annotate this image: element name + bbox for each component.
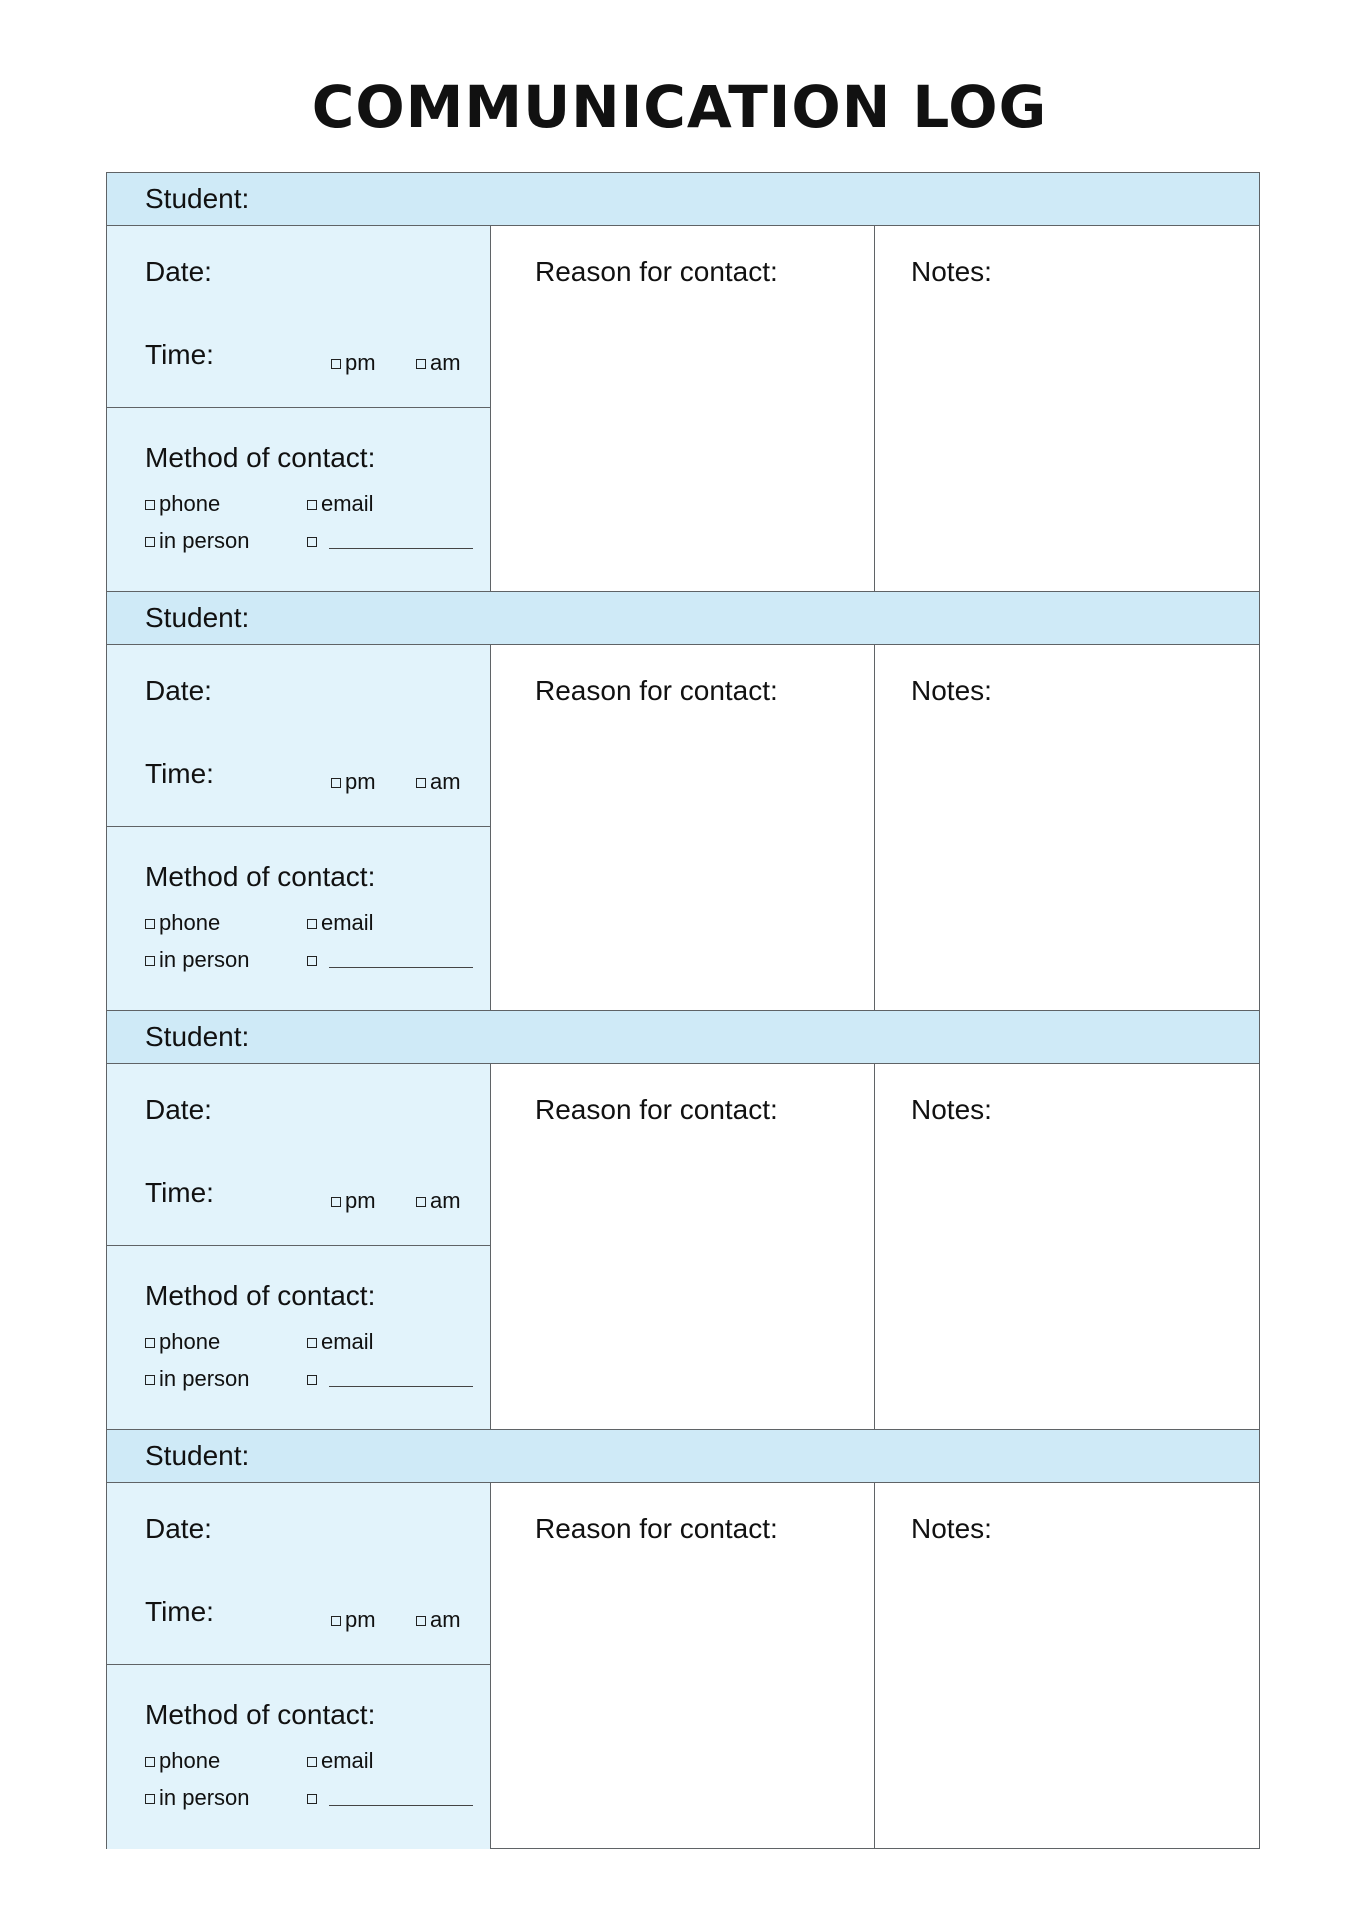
method-of-contact-label: Method of contact: (145, 861, 376, 892)
checkbox-icon (307, 500, 317, 510)
checkbox-icon (331, 1197, 341, 1207)
checkbox-icon (307, 1757, 317, 1767)
contact-info-column (107, 226, 491, 592)
phone-checkbox[interactable] (145, 491, 220, 517)
checkbox-icon (307, 919, 317, 929)
checkbox-icon (331, 1616, 341, 1626)
in-person-label: in person (159, 528, 250, 553)
pm-checkbox[interactable] (331, 1188, 376, 1214)
checkbox-icon (145, 1375, 155, 1385)
method-of-contact-cell (107, 827, 490, 1011)
method-of-contact-label: Method of contact: (145, 1280, 376, 1311)
checkbox-icon (307, 1338, 317, 1348)
phone-checkbox[interactable] (145, 1329, 220, 1355)
notes-label: Notes: (911, 256, 992, 287)
notes-cell[interactable] (875, 226, 1261, 592)
reason-for-contact-label: Reason for contact: (535, 1094, 778, 1125)
email-label: email (321, 491, 374, 516)
email-label: email (321, 1748, 374, 1773)
pm-label: pm (345, 350, 376, 375)
method-of-contact-label: Method of contact: (145, 1699, 376, 1730)
other-method-blank-line[interactable] (329, 1386, 473, 1387)
pm-label: pm (345, 1188, 376, 1213)
contact-info-column (107, 1483, 491, 1849)
other-method-blank-line[interactable] (329, 548, 473, 549)
pm-checkbox[interactable] (331, 769, 376, 795)
method-of-contact-label: Method of contact: (145, 442, 376, 473)
date-time-cell (107, 645, 490, 827)
communication-log-table (106, 172, 1260, 1849)
in-person-label: in person (159, 1785, 250, 1810)
reason-for-contact-cell[interactable] (491, 1064, 875, 1430)
log-entry-1 (107, 172, 1259, 591)
checkbox-icon (416, 359, 426, 369)
in-person-checkbox[interactable] (145, 947, 250, 973)
time-field-label[interactable]: Time: (145, 1177, 214, 1208)
in-person-checkbox[interactable] (145, 1785, 250, 1811)
contact-info-column (107, 645, 491, 1011)
checkbox-icon (416, 1616, 426, 1626)
pm-label: pm (345, 1607, 376, 1632)
date-field-label[interactable]: Date: (145, 675, 212, 706)
method-of-contact-cell (107, 408, 490, 592)
date-time-cell (107, 226, 490, 408)
notes-cell[interactable] (875, 1064, 1261, 1430)
reason-for-contact-cell[interactable] (491, 645, 875, 1011)
student-row[interactable] (107, 1430, 1259, 1483)
checkbox-icon (331, 359, 341, 369)
reason-for-contact-label: Reason for contact: (535, 1513, 778, 1544)
phone-label: phone (159, 1329, 221, 1354)
reason-for-contact-cell[interactable] (491, 1483, 875, 1849)
in-person-label: in person (159, 947, 250, 972)
checkbox-icon (416, 778, 426, 788)
date-time-cell (107, 1483, 490, 1665)
contact-info-column (107, 1064, 491, 1430)
checkbox-icon (145, 537, 155, 547)
checkbox-icon (145, 500, 155, 510)
other-method-blank-line[interactable] (329, 1805, 473, 1806)
other-checkbox[interactable] (307, 1366, 321, 1392)
student-label: Student: (145, 183, 250, 214)
email-checkbox[interactable] (307, 1329, 374, 1355)
email-checkbox[interactable] (307, 910, 374, 936)
other-checkbox[interactable] (307, 528, 321, 554)
log-entry-4 (107, 1429, 1259, 1848)
am-label: am (430, 1188, 461, 1213)
date-time-cell (107, 1064, 490, 1246)
in-person-label: in person (159, 1366, 250, 1391)
email-checkbox[interactable] (307, 491, 374, 517)
time-field-label[interactable]: Time: (145, 1596, 214, 1627)
other-checkbox[interactable] (307, 1785, 321, 1811)
reason-for-contact-cell[interactable] (491, 226, 875, 592)
checkbox-icon (145, 1757, 155, 1767)
checkbox-icon (416, 1197, 426, 1207)
checkbox-icon (145, 919, 155, 929)
student-row[interactable] (107, 1011, 1259, 1064)
checkbox-icon (307, 1794, 317, 1804)
student-row[interactable] (107, 173, 1259, 226)
am-checkbox[interactable] (416, 1607, 461, 1633)
phone-label: phone (159, 491, 221, 516)
am-checkbox[interactable] (416, 1188, 461, 1214)
pm-checkbox[interactable] (331, 1607, 376, 1633)
method-of-contact-cell (107, 1665, 490, 1849)
phone-label: phone (159, 1748, 221, 1773)
notes-label: Notes: (911, 1094, 992, 1125)
checkbox-icon (331, 778, 341, 788)
method-of-contact-cell (107, 1246, 490, 1430)
checkbox-icon (307, 537, 317, 547)
other-method-blank-line[interactable] (329, 967, 473, 968)
pm-label: pm (345, 769, 376, 794)
checkbox-icon (307, 1375, 317, 1385)
time-field-label[interactable]: Time: (145, 758, 214, 789)
checkbox-icon (145, 956, 155, 966)
phone-label: phone (159, 910, 221, 935)
student-label: Student: (145, 1021, 250, 1052)
notes-label: Notes: (911, 1513, 992, 1544)
date-field-label[interactable]: Date: (145, 256, 212, 287)
date-field-label[interactable]: Date: (145, 1094, 212, 1125)
am-label: am (430, 350, 461, 375)
in-person-checkbox[interactable] (145, 528, 250, 554)
email-label: email (321, 910, 374, 935)
page-title: COMMUNICATION LOG (311, 73, 1048, 141)
in-person-checkbox[interactable] (145, 1366, 250, 1392)
notes-label: Notes: (911, 675, 992, 706)
email-label: email (321, 1329, 374, 1354)
notes-cell[interactable] (875, 1483, 1261, 1849)
other-checkbox[interactable] (307, 947, 321, 973)
notes-cell[interactable] (875, 645, 1261, 1011)
checkbox-icon (145, 1794, 155, 1804)
student-label: Student: (145, 602, 250, 633)
date-field-label[interactable]: Date: (145, 1513, 212, 1544)
time-field-label[interactable]: Time: (145, 339, 214, 370)
am-label: am (430, 769, 461, 794)
log-entry-3 (107, 1010, 1259, 1429)
student-row[interactable] (107, 592, 1259, 645)
reason-for-contact-label: Reason for contact: (535, 675, 778, 706)
phone-checkbox[interactable] (145, 910, 220, 936)
student-label: Student: (145, 1440, 250, 1471)
email-checkbox[interactable] (307, 1748, 374, 1774)
am-label: am (430, 1607, 461, 1632)
checkbox-icon (145, 1338, 155, 1348)
reason-for-contact-label: Reason for contact: (535, 256, 778, 287)
checkbox-icon (307, 956, 317, 966)
am-checkbox[interactable] (416, 769, 461, 795)
pm-checkbox[interactable] (331, 350, 376, 376)
log-entry-2 (107, 591, 1259, 1010)
phone-checkbox[interactable] (145, 1748, 220, 1774)
am-checkbox[interactable] (416, 350, 461, 376)
